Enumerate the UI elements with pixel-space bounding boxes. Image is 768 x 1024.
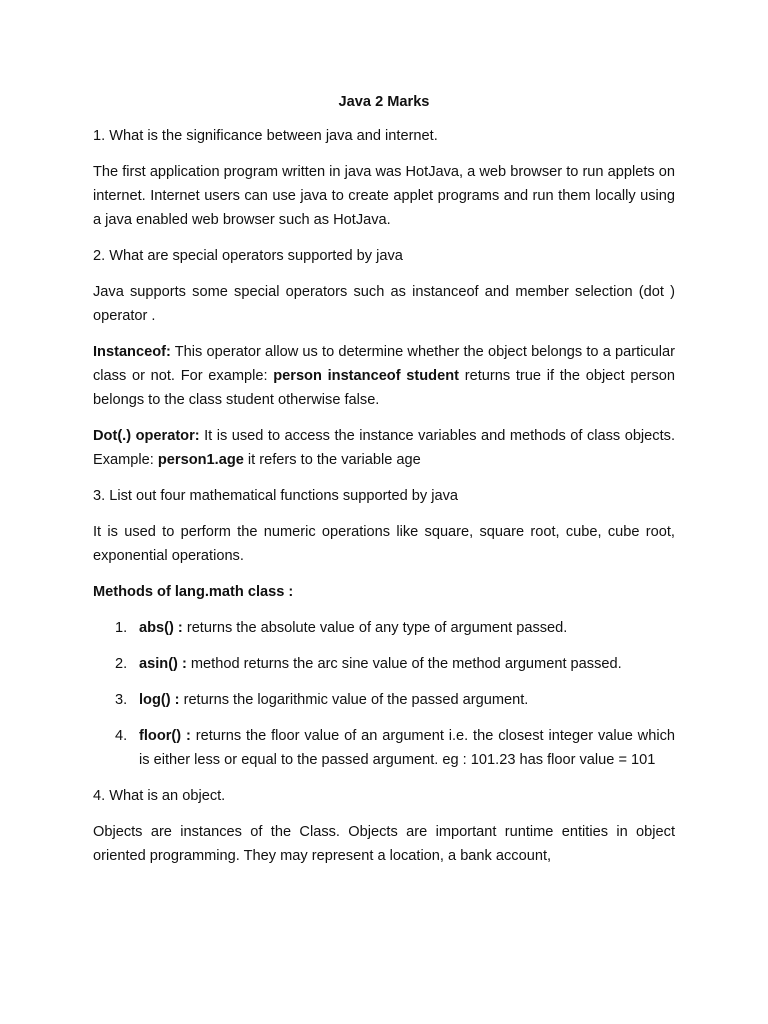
page-title: Java 2 Marks — [338, 94, 430, 110]
answer-1: The first application program written in java was HotJava, a web browser to run applets on internet. Internet users can use java to create applet programs and run them locally using a java enabled web browser such as HotJava. — [93, 164, 675, 228]
method-description: returns the floor value of an argument i.e. the closest integer value which is either less or equal to the passed argument. eg : 101.23 has floor value = 101 — [139, 728, 675, 768]
instanceof-text-2: returns true if the object person belongs to the class student otherwise false. — [93, 368, 675, 408]
list-item-number: 1. — [115, 620, 128, 636]
dot-operator-example: person1.age — [157, 452, 244, 468]
method-description: returns the absolute value of any type of argument passed. — [182, 620, 568, 636]
list-item — [93, 724, 675, 772]
dot-operator-term: Dot(.) operator: — [93, 428, 200, 444]
answer-4: Objects are instances of the Class. Objects are important runtime entities in object oriented programming. They may represent a location, a bank account, — [93, 824, 675, 864]
list-item — [93, 652, 675, 676]
question-2: 2. What are special operators supported by java — [93, 248, 403, 264]
document-page — [93, 90, 675, 880]
methods-list — [93, 616, 675, 772]
question-3: 3. List out four mathematical functions supported by java — [93, 488, 459, 504]
method-name: floor() : — [139, 728, 191, 744]
answer-3: It is used to perform the numeric operations like square, square root, cube, cube root, exponential operations. — [93, 524, 675, 564]
list-item — [93, 688, 675, 712]
dot-operator-text-1: It is used to access the instance variables and methods of class objects. Example: — [93, 428, 675, 468]
list-item — [93, 616, 675, 640]
method-name: abs() : — [139, 620, 183, 636]
question-4: 4. What is an object. — [93, 788, 226, 804]
method-description: returns the logarithmic value of the passed argument. — [179, 692, 529, 708]
list-item-number: 2. — [115, 656, 128, 672]
method-description: method returns the arc sine value of the method argument passed. — [186, 656, 622, 672]
method-name: asin() : — [139, 656, 187, 672]
dot-operator-text-2: it refers to the variable age — [243, 452, 421, 468]
method-name: log() : — [139, 692, 180, 708]
question-1: 1. What is the significance between java and internet. — [93, 128, 438, 144]
list-item-number: 3. — [115, 692, 128, 708]
instanceof-paragraph — [93, 340, 675, 412]
methods-heading: Methods of lang.math class : — [93, 584, 294, 600]
list-item-number: 4. — [115, 728, 128, 744]
answer-2: Java supports some special operators such as instanceof and member selection (dot ) operator . — [93, 284, 675, 324]
dot-operator-paragraph — [93, 424, 675, 472]
instanceof-example: person instanceof student — [273, 368, 459, 384]
instanceof-term: Instanceof: — [93, 344, 171, 360]
instanceof-text-1: This operator allow us to determine whether the object belongs to a particular class or not. For example: — [93, 344, 675, 384]
